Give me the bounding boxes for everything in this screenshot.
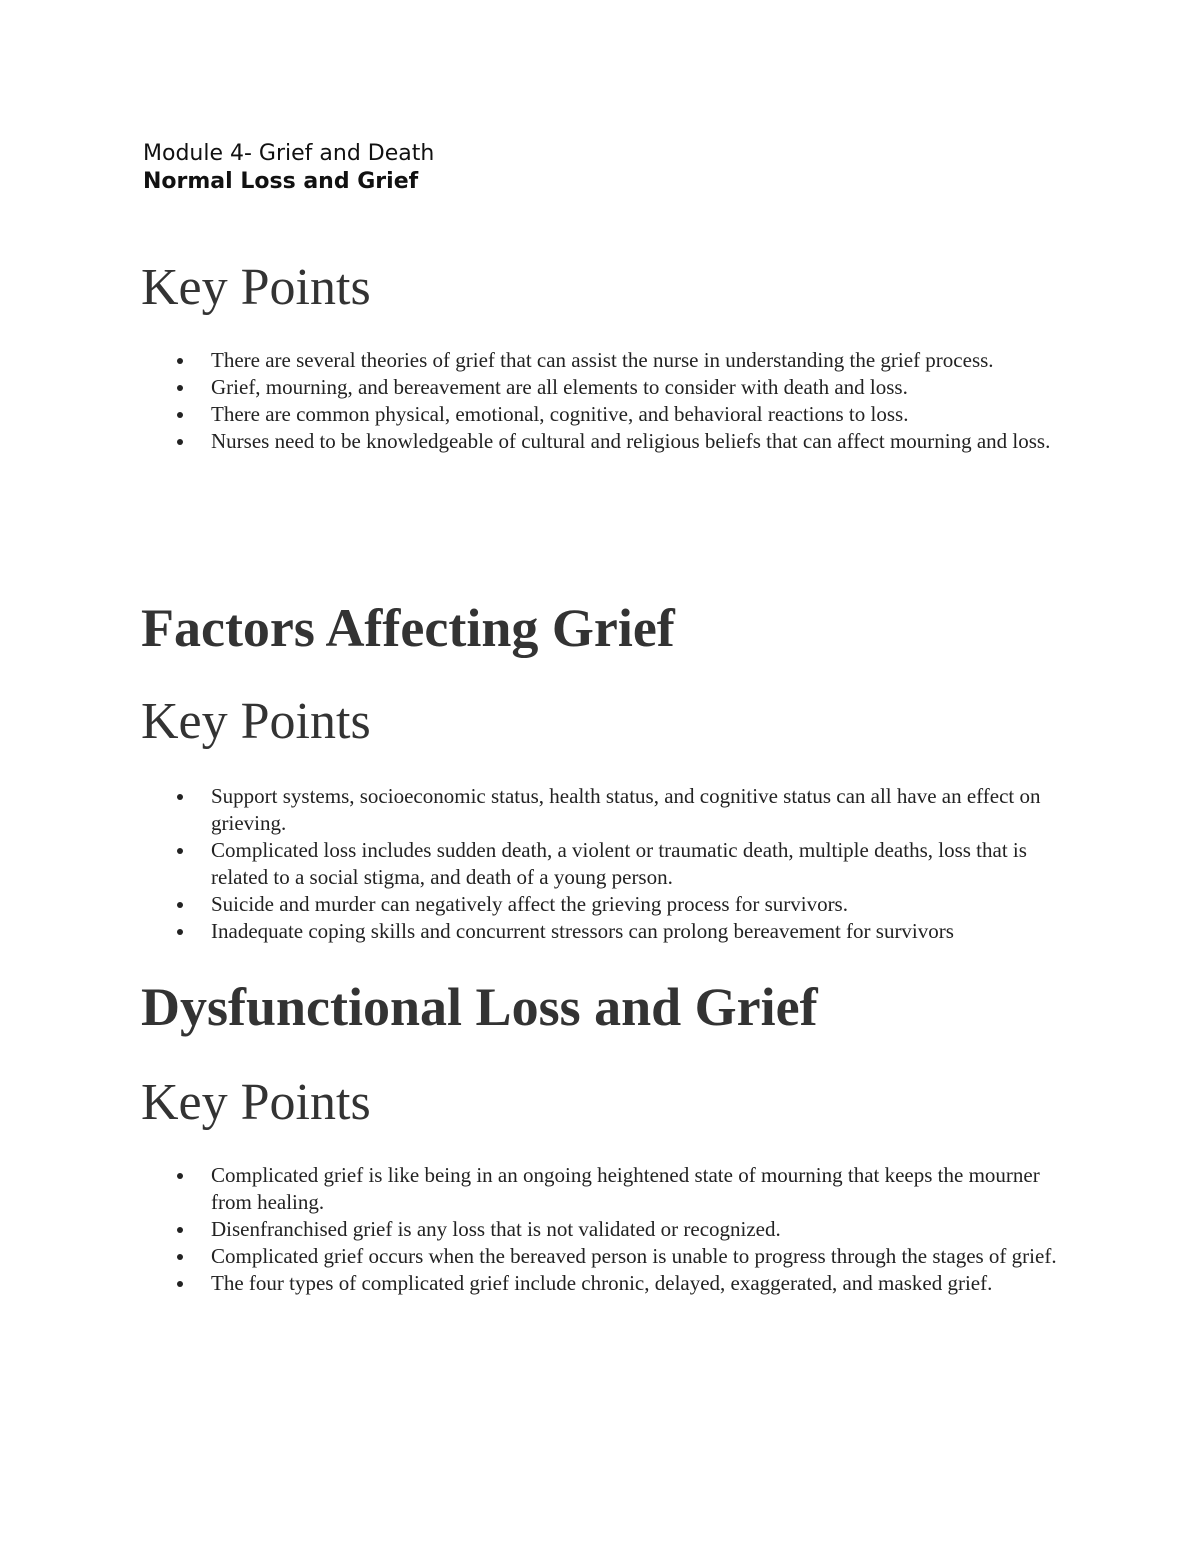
- list-item: [0, 401, 1071, 428]
- bullet-icon: [177, 1227, 183, 1233]
- list-item-text: The four types of complicated grief include chronic, delayed, exaggerated, and masked grief.: [211, 1271, 993, 1295]
- list-item-text: Complicated loss includes sudden death, a violent or traumatic death, multiple deaths, loss that is related to a social stigma, and death of a young person.: [211, 838, 1027, 889]
- list-item-text: Grief, mourning, and bereavement are all elements to consider with death and loss.: [211, 375, 908, 399]
- list-item: [0, 891, 1071, 918]
- list-item-text: Disenfranchised grief is any loss that is not validated or recognized.: [211, 1217, 781, 1241]
- key-points-heading: Key Points: [141, 259, 371, 316]
- list-item: [0, 783, 1071, 837]
- bullet-icon: [177, 1173, 183, 1179]
- key-points-heading: Key Points: [141, 693, 371, 750]
- list-item: [0, 1216, 1071, 1243]
- list-item: [0, 1243, 1071, 1270]
- list-item-text: Complicated grief occurs when the bereaved person is unable to progress through the stages of grief.: [211, 1244, 1057, 1268]
- bullet-icon: [177, 929, 183, 935]
- list-item: [0, 428, 1071, 455]
- key-points-list: [0, 1162, 1100, 1297]
- section-heading-factors: Factors Affecting Grief: [141, 598, 675, 658]
- bullet-icon: [177, 385, 183, 391]
- list-item: [0, 837, 1071, 891]
- module-title: Module 4- Grief and Death: [143, 141, 435, 166]
- bullet-icon: [177, 1254, 183, 1260]
- list-item: [0, 347, 1071, 374]
- section-title-normal-loss: Normal Loss and Grief: [143, 169, 419, 194]
- bullet-icon: [177, 412, 183, 418]
- list-item-text: Suicide and murder can negatively affect the grieving process for survivors.: [211, 892, 848, 916]
- list-item: [0, 1162, 1071, 1216]
- list-item-text: Nurses need to be knowledgeable of cultural and religious beliefs that can affect mourning and loss.: [211, 429, 1051, 453]
- key-points-heading: Key Points: [141, 1074, 371, 1131]
- list-item-text: There are several theories of grief that can assist the nurse in understanding the grief process.: [211, 348, 994, 372]
- bullet-icon: [177, 902, 183, 908]
- bullet-icon: [177, 358, 183, 364]
- bullet-icon: [177, 1281, 183, 1287]
- list-item-text: Support systems, socioeconomic status, health status, and cognitive status can all have an effect on grieving.: [211, 784, 1041, 835]
- key-points-list: [0, 347, 1100, 455]
- list-item-text: There are common physical, emotional, cognitive, and behavioral reactions to loss.: [211, 402, 909, 426]
- list-item: [0, 918, 1071, 945]
- section-heading-dysfunctional: Dysfunctional Loss and Grief: [141, 977, 818, 1037]
- list-item-text: Inadequate coping skills and concurrent stressors can prolong bereavement for survivors: [211, 919, 954, 943]
- key-points-list: [0, 783, 1100, 945]
- bullet-icon: [177, 848, 183, 854]
- bullet-icon: [177, 439, 183, 445]
- bullet-icon: [177, 794, 183, 800]
- list-item-text: Complicated grief is like being in an ongoing heightened state of mourning that keeps the mourner from healing.: [211, 1163, 1040, 1214]
- list-item: [0, 1270, 1071, 1297]
- list-item: [0, 374, 1071, 401]
